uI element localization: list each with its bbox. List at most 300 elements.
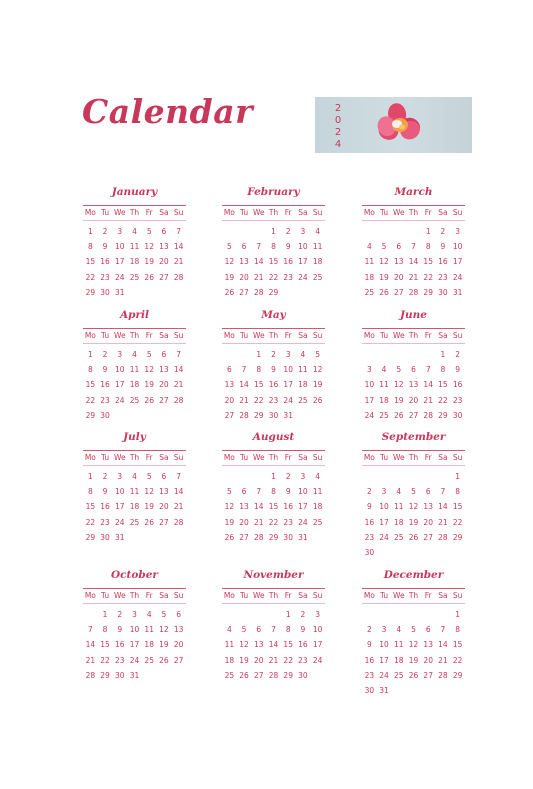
day-cell: 17 (115, 257, 125, 267)
day-cell: 29 (452, 670, 463, 680)
month-february (222, 185, 325, 300)
year-digit: 4 (334, 139, 342, 150)
day-cell: 20 (224, 395, 235, 405)
day-cell: 14 (423, 380, 433, 390)
day-cell: 20 (423, 517, 433, 527)
day-cell: 21 (239, 395, 249, 405)
day-cell: 19 (379, 272, 389, 282)
empty-day-cell (237, 347, 252, 362)
month-divider (362, 588, 465, 589)
day-grid (83, 224, 186, 300)
weekday-label: Su (173, 208, 184, 217)
day-cell: 7 (440, 625, 446, 635)
month-name: August (252, 431, 295, 443)
weekday-label: Mo (363, 591, 375, 600)
day-cell: 3 (117, 227, 123, 236)
month-name: April (120, 309, 149, 321)
day-cell: 24 (283, 395, 293, 405)
empty-day-cell (251, 224, 266, 239)
weekday-label: Su (173, 453, 184, 462)
day-cell: 15 (85, 380, 96, 390)
day-grid (222, 469, 325, 545)
day-cell: 22 (85, 395, 96, 405)
day-cell: 10 (115, 242, 125, 252)
day-cell: 21 (423, 395, 433, 405)
day-cell: 12 (239, 640, 249, 650)
weekday-label: Th (408, 331, 419, 340)
day-cell: 15 (85, 502, 96, 512)
day-cell: 14 (85, 640, 96, 650)
empty-day-cell (362, 469, 377, 484)
empty-day-cell (237, 469, 252, 484)
day-cell: 11 (364, 257, 375, 267)
day-cell: 21 (438, 655, 448, 665)
day-cell: 10 (129, 625, 140, 635)
weekday-label: Sa (159, 331, 169, 340)
day-cell: 6 (226, 365, 232, 375)
day-cell: 6 (161, 472, 167, 481)
day-cell: 5 (226, 242, 232, 252)
day-cell: 30 (100, 410, 110, 420)
day-cell: 12 (224, 257, 235, 267)
day-cell: 7 (87, 625, 93, 635)
day-cell: 1 (455, 610, 461, 619)
day-cell: 28 (173, 517, 184, 527)
day-cell: 12 (408, 640, 419, 650)
day-cell: 19 (144, 502, 154, 512)
day-cell: 22 (283, 655, 293, 665)
day-cell: 2 (366, 625, 372, 635)
weekday-label: Sa (298, 591, 308, 600)
weekday-label: Tu (379, 453, 389, 462)
day-cell: 5 (241, 625, 247, 635)
month-december (362, 568, 465, 698)
day-cell: 26 (408, 670, 419, 680)
month-june (362, 308, 465, 423)
day-cell: 6 (396, 242, 402, 252)
day-cell: 1 (87, 472, 93, 481)
weekday-label: We (392, 331, 405, 340)
month-september (362, 430, 465, 560)
day-cell: 24 (379, 670, 389, 680)
day-cell: 20 (423, 655, 433, 665)
weekday-label: Mo (223, 331, 235, 340)
day-cell: 13 (254, 640, 264, 650)
day-cell: 18 (298, 380, 308, 390)
day-cell: 19 (312, 380, 323, 390)
day-cell: 20 (239, 272, 249, 282)
day-cell: 9 (366, 502, 372, 512)
day-cell: 22 (268, 272, 279, 282)
month-august (222, 430, 325, 545)
day-cell: 23 (115, 655, 125, 665)
day-cell: 19 (159, 640, 169, 650)
day-cell: 27 (173, 655, 184, 665)
day-cell: 10 (379, 502, 389, 512)
day-cell: 4 (132, 350, 137, 359)
day-cell: 28 (423, 410, 433, 420)
weekday-label: Mo (223, 208, 235, 217)
day-cell: 29 (268, 287, 279, 297)
day-cell: 10 (298, 242, 308, 252)
day-cell: 9 (285, 242, 291, 252)
day-cell: 13 (159, 487, 169, 497)
day-cell: 2 (440, 227, 446, 236)
day-cell: 25 (364, 287, 375, 297)
day-cell: 4 (396, 487, 402, 497)
day-cell: 3 (381, 625, 387, 635)
day-cell: 4 (146, 610, 152, 619)
day-cell: 12 (408, 502, 419, 512)
day-cell: 23 (452, 395, 463, 405)
day-cell: 12 (379, 257, 389, 267)
weekday-header (83, 589, 186, 603)
empty-day-cell (377, 347, 392, 362)
day-cell: 7 (440, 487, 446, 497)
day-cell: 28 (254, 532, 264, 542)
weekday-label: Fr (284, 331, 292, 340)
day-cell: 30 (298, 670, 308, 680)
day-cell: 28 (173, 272, 184, 282)
day-cell: 9 (102, 242, 108, 252)
empty-day-cell (237, 607, 252, 622)
weekday-label: We (252, 331, 265, 340)
day-cell: 1 (285, 610, 291, 619)
day-cell: 25 (129, 272, 140, 282)
day-cell: 10 (452, 242, 463, 252)
day-cell: 14 (408, 257, 419, 267)
weekday-label: Su (452, 208, 463, 217)
day-cell: 13 (159, 242, 169, 252)
day-cell: 21 (254, 517, 264, 527)
weekday-header (83, 206, 186, 220)
day-cell: 30 (268, 410, 279, 420)
empty-day-cell (266, 607, 281, 622)
day-cell: 27 (159, 517, 169, 527)
day-cell: 13 (423, 502, 433, 512)
day-grid (83, 347, 186, 423)
month-name: July (123, 431, 146, 443)
day-cell: 31 (129, 670, 140, 680)
weekday-header (222, 206, 325, 220)
month-name: December (383, 569, 444, 581)
day-cell: 16 (364, 655, 375, 665)
day-cell: 6 (256, 625, 262, 635)
day-cell: 30 (452, 410, 463, 420)
weekday-label: Th (408, 591, 419, 600)
day-cell: 17 (129, 640, 140, 650)
weekday-header (362, 206, 465, 220)
day-cell: 28 (438, 670, 448, 680)
month-divider (83, 588, 186, 589)
day-cell: 14 (173, 242, 184, 252)
weekday-label: Tu (379, 591, 389, 600)
empty-day-cell (377, 224, 392, 239)
day-cell: 8 (440, 365, 446, 375)
day-cell: 5 (226, 487, 232, 497)
day-cell: 15 (283, 640, 293, 650)
day-cell: 11 (394, 502, 404, 512)
day-cell: 4 (315, 227, 321, 236)
day-cell: 10 (298, 487, 308, 497)
day-cell: 5 (146, 472, 152, 481)
day-cell: 1 (271, 227, 276, 236)
empty-day-cell (222, 607, 237, 622)
day-cell: 13 (408, 380, 419, 390)
day-cell: 11 (129, 487, 140, 497)
empty-day-cell (406, 607, 421, 622)
day-cell: 4 (226, 625, 232, 635)
empty-day-cell (83, 607, 98, 622)
day-cell: 19 (224, 272, 235, 282)
weekday-label: We (252, 591, 265, 600)
day-cell: 15 (254, 380, 264, 390)
year-digit: 2 (334, 127, 342, 138)
day-cell: 27 (423, 670, 433, 680)
empty-day-cell (237, 224, 252, 239)
day-cell: 15 (423, 257, 433, 267)
day-cell: 24 (452, 272, 463, 282)
day-cell: 17 (379, 517, 389, 527)
empty-day-cell (436, 469, 451, 484)
day-cell: 7 (241, 365, 247, 375)
day-cell: 18 (379, 395, 389, 405)
day-cell: 11 (312, 242, 323, 252)
weekday-label: Sa (438, 453, 448, 462)
day-cell: 11 (379, 380, 389, 390)
day-cell: 31 (452, 287, 463, 297)
weekday-label: Mo (84, 453, 96, 462)
day-cell: 21 (438, 517, 448, 527)
month-march (362, 185, 465, 300)
day-cell: 7 (411, 242, 416, 252)
day-cell: 25 (298, 395, 308, 405)
day-cell: 19 (224, 517, 235, 527)
day-cell: 30 (364, 685, 375, 695)
day-cell: 20 (254, 655, 264, 665)
weekday-divider (222, 465, 325, 466)
weekday-label: Sa (298, 331, 308, 340)
day-cell: 3 (455, 227, 461, 236)
day-cell: 8 (271, 487, 276, 497)
weekday-header (222, 589, 325, 603)
weekday-label: Su (312, 208, 323, 217)
day-cell: 24 (115, 272, 125, 282)
empty-day-cell (362, 224, 377, 239)
weekday-label: Su (452, 331, 463, 340)
day-cell: 1 (102, 610, 108, 619)
day-cell: 29 (85, 287, 96, 297)
weekday-divider (222, 220, 325, 221)
day-cell: 9 (271, 365, 276, 375)
day-cell: 20 (173, 640, 184, 650)
weekday-divider (222, 603, 325, 604)
day-cell: 5 (411, 487, 416, 497)
day-cell: 6 (241, 242, 247, 252)
month-name: September (381, 431, 446, 443)
day-cell: 12 (312, 365, 323, 375)
month-may (222, 308, 325, 423)
day-cell: 2 (271, 350, 276, 359)
day-cell: 5 (146, 227, 152, 236)
day-cell: 18 (129, 502, 140, 512)
day-cell: 26 (144, 395, 154, 405)
day-cell: 6 (176, 610, 182, 619)
day-cell: 15 (268, 257, 279, 267)
day-cell: 2 (102, 350, 108, 359)
day-cell: 9 (102, 365, 108, 375)
day-cell: 16 (438, 257, 448, 267)
day-cell: 26 (379, 287, 389, 297)
day-cell: 14 (268, 640, 279, 650)
day-cell: 25 (379, 410, 389, 420)
day-cell: 16 (298, 640, 308, 650)
day-cell: 28 (239, 410, 249, 420)
empty-day-cell (406, 347, 421, 362)
day-cell: 18 (129, 380, 140, 390)
weekday-label: Tu (100, 331, 110, 340)
day-cell: 15 (268, 502, 279, 512)
day-cell: 3 (315, 610, 321, 619)
weekday-label: Mo (363, 208, 375, 217)
empty-day-cell (222, 224, 237, 239)
day-cell: 2 (117, 610, 123, 619)
day-cell: 2 (300, 610, 306, 619)
day-cell: 23 (438, 272, 448, 282)
day-cell: 6 (425, 487, 431, 497)
month-name: January (111, 186, 158, 198)
day-cell: 30 (364, 547, 375, 557)
day-cell: 27 (224, 410, 235, 420)
day-cell: 2 (455, 350, 461, 359)
day-grid (222, 347, 325, 423)
month-divider (83, 205, 186, 206)
weekday-label: Su (173, 331, 184, 340)
day-cell: 1 (455, 472, 461, 481)
day-cell: 10 (283, 365, 293, 375)
day-cell: 14 (254, 257, 264, 267)
weekday-label: Tu (100, 453, 110, 462)
weekday-label: Sa (298, 208, 308, 217)
day-cell: 25 (129, 517, 140, 527)
day-cell: 9 (285, 487, 291, 497)
day-cell: 23 (364, 532, 375, 542)
empty-day-cell (362, 607, 377, 622)
weekday-label: Sa (159, 591, 169, 600)
day-cell: 5 (396, 365, 402, 375)
day-cell: 21 (254, 272, 264, 282)
day-cell: 16 (283, 257, 293, 267)
day-grid (362, 224, 465, 300)
year-digit: 0 (334, 115, 342, 126)
day-cell: 8 (425, 242, 431, 252)
day-cell: 29 (85, 410, 96, 420)
weekday-label: Th (408, 453, 419, 462)
day-cell: 17 (298, 502, 308, 512)
day-cell: 17 (452, 257, 463, 267)
day-cell: 1 (440, 350, 446, 359)
weekday-header (222, 451, 325, 465)
day-cell: 9 (440, 242, 446, 252)
day-cell: 26 (224, 532, 235, 542)
day-cell: 7 (256, 242, 262, 252)
weekday-header (362, 589, 465, 603)
day-cell: 24 (115, 517, 125, 527)
day-cell: 25 (312, 517, 323, 527)
day-cell: 26 (239, 670, 249, 680)
day-cell: 16 (100, 257, 110, 267)
day-cell: 8 (87, 242, 93, 252)
day-cell: 18 (312, 502, 323, 512)
day-cell: 11 (312, 487, 323, 497)
day-cell: 22 (85, 272, 96, 282)
month-divider (83, 450, 186, 451)
day-cell: 31 (283, 410, 293, 420)
day-cell: 26 (394, 410, 404, 420)
header-flower-image (315, 97, 472, 153)
day-cell: 18 (224, 655, 235, 665)
day-cell: 15 (438, 380, 448, 390)
day-cell: 3 (300, 472, 306, 481)
day-cell: 9 (300, 625, 306, 635)
day-cell: 3 (381, 487, 387, 497)
day-cell: 17 (298, 257, 308, 267)
day-cell: 11 (129, 365, 140, 375)
month-name: November (243, 569, 304, 581)
day-cell: 28 (254, 287, 264, 297)
day-cell: 27 (394, 287, 404, 297)
weekday-label: Fr (424, 453, 432, 462)
day-cell: 8 (87, 487, 93, 497)
day-cell: 12 (144, 487, 154, 497)
day-cell: 1 (87, 227, 93, 236)
day-cell: 5 (315, 350, 321, 359)
day-cell: 26 (144, 517, 154, 527)
day-cell: 19 (144, 380, 154, 390)
empty-day-cell (406, 469, 421, 484)
day-cell: 18 (144, 640, 154, 650)
day-cell: 17 (115, 380, 125, 390)
day-cell: 10 (364, 380, 375, 390)
day-cell: 7 (425, 365, 431, 375)
day-cell: 2 (285, 227, 291, 236)
weekday-divider (83, 220, 186, 221)
day-cell: 21 (173, 380, 184, 390)
weekday-label: Su (312, 591, 323, 600)
day-cell: 15 (100, 640, 110, 650)
day-cell: 1 (256, 350, 262, 359)
day-cell: 23 (298, 655, 308, 665)
month-name: October (111, 569, 158, 581)
day-cell: 8 (256, 365, 262, 375)
day-cell: 29 (254, 410, 264, 420)
day-grid (362, 347, 465, 423)
day-cell: 16 (452, 380, 463, 390)
day-cell: 14 (173, 365, 184, 375)
day-cell: 6 (241, 487, 247, 497)
month-divider (222, 588, 325, 589)
weekday-divider (83, 343, 186, 344)
weekday-label: Th (268, 591, 279, 600)
day-cell: 4 (132, 472, 137, 481)
day-cell: 12 (144, 365, 154, 375)
weekday-label: Fr (145, 208, 153, 217)
empty-day-cell (362, 347, 377, 362)
month-divider (222, 205, 325, 206)
empty-day-cell (391, 469, 406, 484)
weekday-label: We (113, 208, 126, 217)
day-cell: 20 (394, 272, 404, 282)
